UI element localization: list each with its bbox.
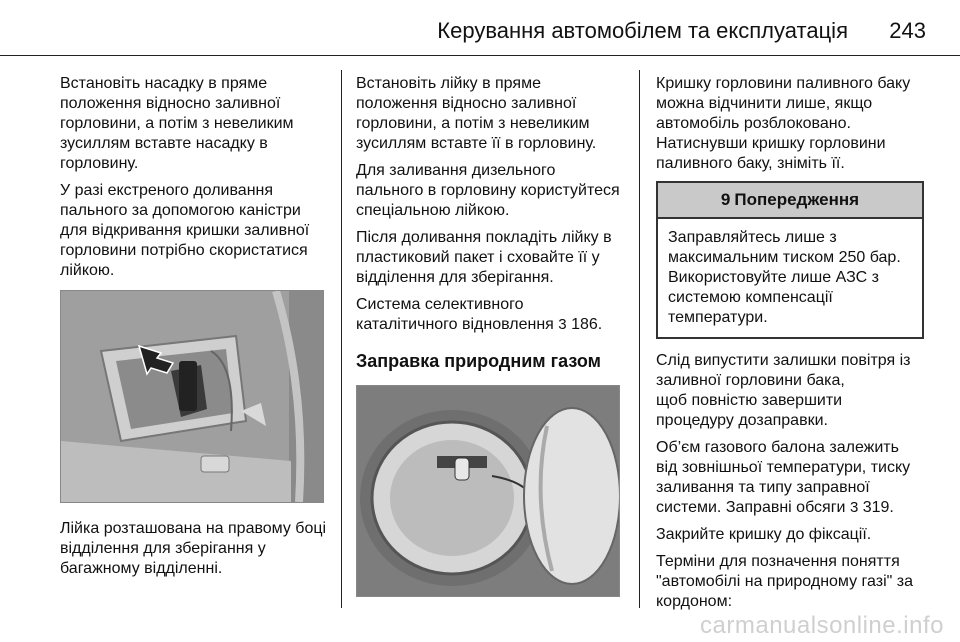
reference-arrow-icon: 3 <box>849 499 859 516</box>
funnel-photo <box>60 290 324 503</box>
col3-paragraph-5: Терміни для позначення поняття "автомобілі на природному газі" за кордоном: <box>656 553 913 610</box>
fuel-filler-photo <box>356 385 620 597</box>
column-2 <box>356 74 624 597</box>
column-divider-1 <box>341 70 342 608</box>
page-number: 243 <box>889 18 926 43</box>
warning-triangle-icon: 9 <box>720 190 731 209</box>
col3-paragraph-4: Закрийте кришку до фіксації. <box>656 526 872 543</box>
col1-paragraph-2: У разі екстреного доливання пального за допомогою каністри для відкривання кришки заливної горловини потрібно скористатися лійкою. <box>60 182 310 279</box>
col3-paragraph-1: Кришку горловини паливного баку можна відчинити лише, якщо автомобіль розблоковано. Натиснувши кришку горловини паливного баку, зніміть її. <box>656 75 911 172</box>
col2-paragraph-3: Після доливання покладіть лійку в пластиковий пакет і сховайте її у відділення для зберігання. <box>356 229 612 286</box>
column-divider-2 <box>639 70 640 608</box>
col3-paragraph-3 <box>656 438 924 518</box>
col2-paragraph-4 <box>356 295 624 335</box>
page-header-title: Керування автомобілем та експлуатація <box>437 18 848 43</box>
col1-paragraph-1: Встановіть насадку в пряме положення відносно заливної горловини, а потім з невеликим зусиллям вставте насадку в горловину. <box>60 75 294 172</box>
warning-header <box>658 183 922 219</box>
warning-box <box>656 181 924 339</box>
page-header <box>0 0 960 58</box>
col2-paragraph-2: Для заливання дизельного пального в горловину користуйтеся спеціальною лійкою. <box>356 162 620 219</box>
column-1 <box>60 74 328 586</box>
reference-arrow-icon: 3 <box>558 316 567 333</box>
col3-paragraph-3-text: Об’єм газового балона залежить від зовнішньої температури, тиску заливання та типу заправної системи. Заправні обсяги <box>656 439 911 516</box>
col2-paragraph-4-ref: 186. <box>571 316 603 333</box>
section-heading-cng: Заправка природним газом <box>356 351 601 371</box>
col3-paragraph-3-ref: 319. <box>862 499 894 516</box>
header-rule <box>0 55 960 56</box>
col3-paragraph-2: Слід випустити залишки повітря із заливної горловини бака, щоб повністю завершити процедуру дозаправки. <box>656 352 911 429</box>
col2-paragraph-1: Встановіть лійку в пряме положення відносно заливної горловини, а потім з невеликим зусиллям вставте її в горловину. <box>356 75 597 152</box>
warning-body: Заправляйтесь лише з максимальним тиском 250 бар. Використовуйте лише АЗС з системою компенсації температури. <box>668 229 901 326</box>
column-3 <box>656 74 924 619</box>
col2-paragraph-4-text: Система селективного каталітичного відновлення <box>356 296 554 333</box>
warning-title: Попередження <box>734 190 860 209</box>
funnel-photo-caption: Лійка розташована на правому боці відділення для зберігання у багажному відділенні. <box>60 520 327 577</box>
watermark: carmanualsonline.info <box>700 612 944 639</box>
